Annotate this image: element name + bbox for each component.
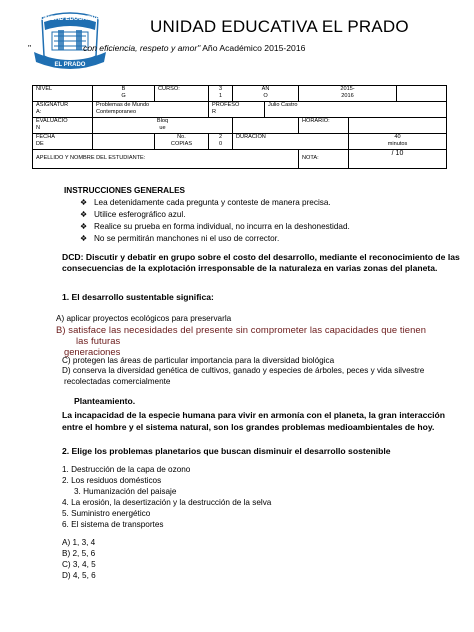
anio-value: 2015- 2016: [299, 86, 397, 102]
blank-cell: [397, 86, 447, 102]
instruction-item: ❖ Realice su prueba en forma individual, no incurra en la deshonestidad.: [80, 222, 350, 231]
instruction-item: ❖ Lea detenidamente cada pregunta y conteste de manera precisa.: [80, 198, 331, 207]
instruction-item: ❖ No se permitirán manchones ni el uso de corrector.: [80, 234, 280, 243]
q2-item: 3. Humanización del paisaje: [74, 487, 177, 496]
q1-option-b-cont: las futuras: [76, 335, 121, 346]
asignatura-value: Problemas de Mundo Contemporaneo: [93, 102, 209, 118]
evaluacion-label: EVALUACIO N: [33, 118, 93, 134]
q1-option-d[interactable]: D) conserva la diversidad genética de cultivos, ganado y especies de árboles, peces y vida silvestre: [62, 366, 425, 375]
q1-option-a[interactable]: A) aplicar proyectos ecológicos para preservarla: [56, 314, 232, 323]
apellido-label: APELLIDO Y NOMBRE DEL ESTUDIANTE:: [33, 150, 299, 169]
q1-option-c[interactable]: C) protegen las áreas de particular importancia para la diversidad biológica: [62, 356, 335, 365]
nota-label: NOTA:: [299, 150, 349, 169]
duracion-label: DURACIÓN: [233, 134, 349, 150]
dcd-paragraph: DCD: Discutir y debatir en grupo sobre el costo del desarrollo, mediante el reconocimiento de las consecuencias de la explotación irresponsable de la naturaleza en varias zonas del planeta.: [62, 252, 460, 273]
nota-value[interactable]: / 10: [349, 150, 447, 169]
star-bullet-icon: ❖: [80, 222, 88, 231]
q2-option-d[interactable]: D) 4, 5, 6: [62, 571, 96, 580]
profesor-label: PROFESO R: [209, 102, 265, 118]
school-title: UNIDAD EDUCATIVA EL PRADO: [150, 17, 409, 36]
fecha-value[interactable]: [93, 134, 155, 150]
q2-item: 1. Destrucción de la capa de ozono: [62, 465, 191, 474]
planteamiento-title: Planteamiento.: [74, 396, 136, 406]
q1-option-b[interactable]: B) satisface las necesidades del presente sin comprometer las capacidades que tienen: [56, 324, 427, 335]
copias-label: No. COPIAS: [155, 134, 209, 150]
star-bullet-icon: ❖: [80, 234, 88, 243]
star-bullet-icon: ❖: [80, 210, 88, 219]
q2-option-b[interactable]: B) 2, 5, 6: [62, 549, 96, 558]
star-bullet-icon: ❖: [80, 198, 88, 207]
planteamiento-text: La incapacidad de la especie humana para vivir en armonía con el planeta, la gran interacción entre el hombre y el sistema natural, son los grandes problemas medioambientales de hoy.: [62, 410, 446, 432]
fecha-label: FECHA DE: [33, 134, 93, 150]
q2-item: 4. La erosión, la desertización y la destrucción de la selva: [62, 498, 272, 507]
logo-bottom-text: EL PRADO: [54, 62, 86, 68]
motto: [28, 43, 305, 53]
question-1-title: 1. El desarrollo sustentable significa:: [62, 292, 214, 302]
q1-option-b-cont2: generaciones: [64, 346, 121, 357]
question-2-title: 2. Elige los problemas planetarios que buscan disminuir el desarrollo sostenible: [62, 446, 391, 456]
school-logo: [34, 8, 106, 72]
nivel-value: B G: [93, 86, 155, 102]
evaluacion-value: Bloq ue: [93, 118, 233, 134]
instruction-item: ❖ Utilice esferográfico azul.: [80, 210, 186, 219]
motto-quote: con eficiencia, respeto y amor": [83, 43, 201, 53]
q2-item: 5. Suministro energético: [62, 509, 151, 518]
instructions-title: INSTRUCCIONES GENERALES: [64, 186, 186, 195]
q2-option-a[interactable]: A) 1, 3, 4: [62, 538, 96, 547]
q1-option-d-cont: recolectadas comercialmente: [64, 377, 171, 386]
curso-value: 3 1: [209, 86, 233, 102]
copias-value: 2 0: [209, 134, 233, 150]
q2-item: 2. Los residuos domésticos: [62, 476, 162, 485]
horario-label: HORARIO:: [299, 118, 349, 134]
duracion-value: 40 minutos: [349, 134, 447, 150]
q2-item: 6. El sistema de transportes: [62, 520, 164, 529]
motto-start: ": [28, 43, 32, 53]
academic-year: Año Académico 2015-2016: [200, 43, 306, 53]
curso-label: CURSO:: [155, 86, 209, 102]
profesor-value: Julio Castro: [265, 102, 447, 118]
exam-info-table: [32, 85, 447, 169]
anio-label: AÑ O: [233, 86, 299, 102]
q2-option-c[interactable]: C) 3, 4, 5: [62, 560, 96, 569]
horario-value[interactable]: [349, 118, 447, 134]
nivel-label: NIVEL: [33, 86, 93, 102]
asignatura-label: ASIGNATUR A:: [33, 102, 93, 118]
blank-cell: [233, 118, 299, 134]
logo-top-text: UNIDAD EDUCATIVA: [40, 16, 100, 22]
